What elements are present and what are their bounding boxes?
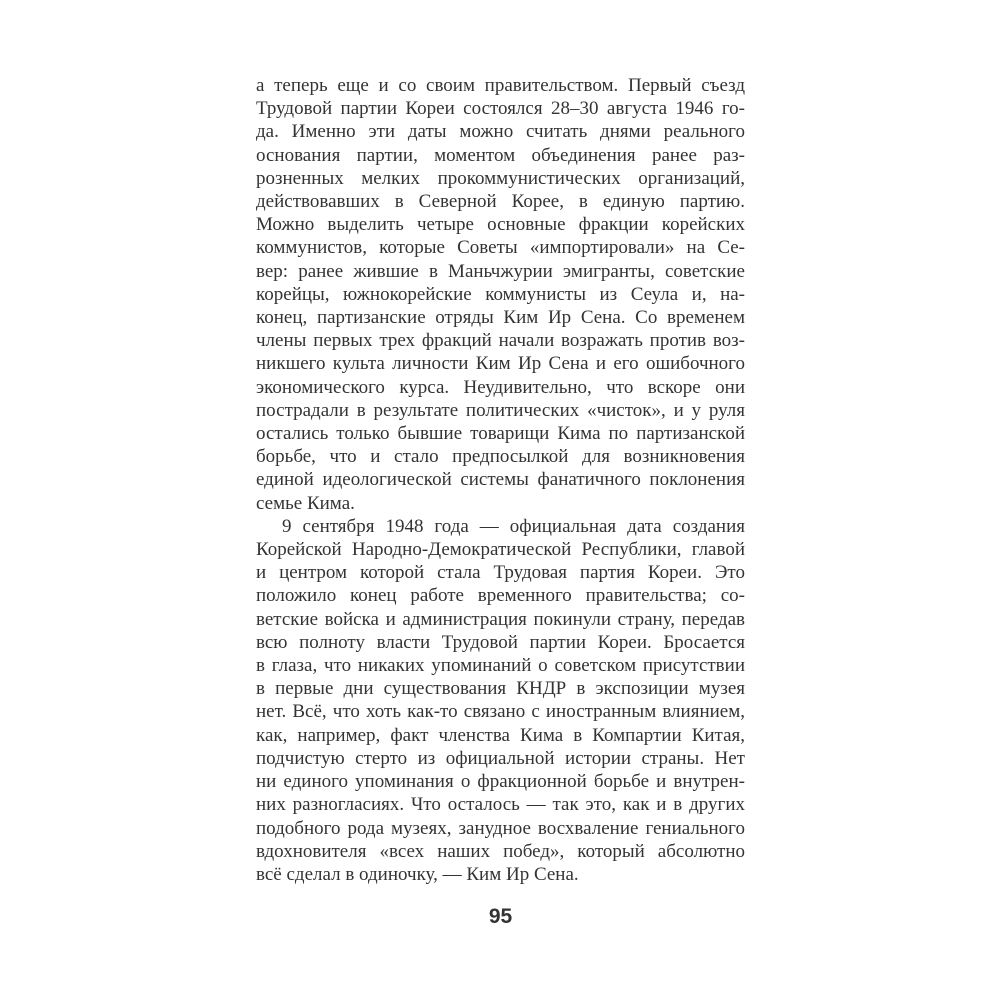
text-line: Трудовой партии Кореи состоялся 28–30 августа 1946 го- (256, 98, 745, 120)
text-line: пострадали в результате политических «чисток», и у руля (256, 399, 745, 421)
text-line: нет. Всё, что хоть как-то связано с иностранным влиянием, (256, 701, 745, 723)
text-line: да. Именно эти даты можно считать днями реального (256, 121, 745, 143)
text-line: ветские войска и администрация покинули страну, передав (256, 608, 745, 630)
text-line: подчистую стерто из официальной истории страны. Нет (256, 747, 745, 769)
text-line: никшего культа личности Ким Ир Сена и его ошибочного (256, 353, 745, 375)
text-line: всю полноту власти Трудовой партии Кореи. Бросается (256, 631, 745, 653)
text-line: а теперь еще и со своим правительством. Первый съезд (256, 75, 745, 96)
text-line: конец, партизанские отряды Ким Ир Сена. Со временем (256, 307, 745, 329)
text-line: корейцы, южнокорейские коммунисты из Сеула и, на- (256, 283, 745, 305)
text-line: вдохновителя «всех наших побед», который абсолютно (256, 840, 745, 862)
text-line: и центром которой стала Трудовая партия Кореи. Это (256, 562, 745, 584)
text-line: как, например, факт членства Кима в Компартии Китая, (256, 724, 745, 746)
text-line: в глаза, что никаких упоминаний о советском присутствии (256, 655, 745, 677)
text-line: основания партии, моментом объединения ранее раз- (256, 144, 745, 166)
text-line: подобного рода музеях, занудное восхваление гениального (256, 817, 745, 839)
text-line: розненных мелких прокоммунистических организаций, (256, 167, 745, 189)
text-line: остались только бывшие товарищи Кима по партизанской (256, 423, 745, 445)
text-line: ни единого упоминания о фракционной борьбе и внутрен- (256, 771, 745, 793)
text-line: Корейской Народно-Демократической Республики, главой (256, 539, 745, 561)
text-line: вер: ранее жившие в Маньчжурии эмигранты, советские (256, 260, 745, 282)
text-line: всё сделал в одиночку, — Ким Ир Сена. (256, 863, 579, 885)
text-line: 9 сентября 1948 года — официальная дата создания (282, 515, 745, 537)
text-line: борьбе, что и стало предпосылкой для возникновения (256, 446, 745, 468)
text-line: семье Кима. (256, 492, 355, 514)
text-line: единой идеологической системы фанатичного поклонения (256, 469, 745, 491)
text-line: члены первых трех фракций начали возражать против воз- (256, 330, 745, 352)
body-text (256, 74, 745, 886)
paragraph (256, 515, 745, 886)
text-line: действовавших в Северной Корее, в единую партию. (256, 191, 745, 213)
text-line: них разногласиях. Что осталось — так это, как и в других (256, 794, 745, 816)
text-line: экономического курса. Неудивительно, что вскоре они (256, 376, 745, 398)
page-number: 95 (488, 905, 513, 928)
text-line: Можно выделить четыре основные фракции корейских (256, 214, 745, 236)
text-line: в первые дни существования КНДР в экспозиции музея (256, 678, 745, 700)
text-line: положило конец работе временного правительства; со- (256, 585, 745, 607)
paragraph (256, 74, 745, 515)
text-line: коммунистов, которые Советы «импортировали» на Се- (256, 237, 745, 259)
